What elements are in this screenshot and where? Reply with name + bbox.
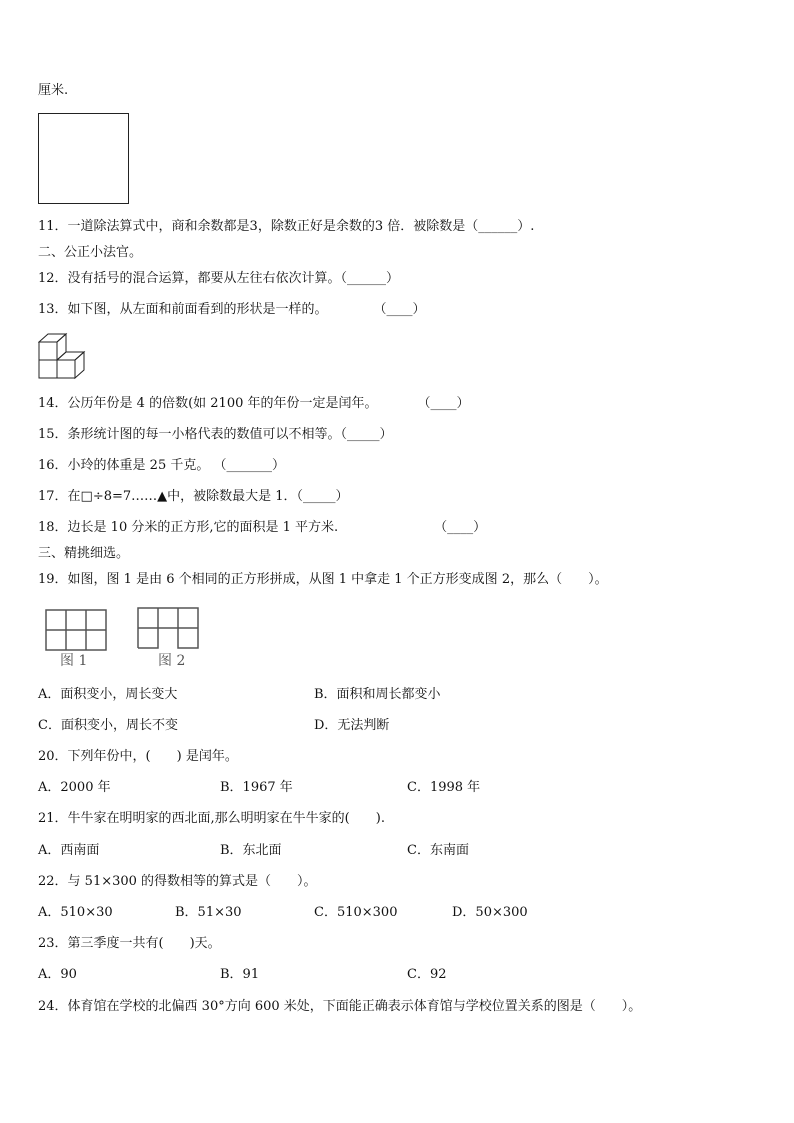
question-18 [38,520,486,536]
q20-option-c: C．1998 年 [407,780,481,795]
question-14 [38,396,470,412]
question-16: 16．小玲的体重是 25 千克。 （_______） [38,458,285,473]
question-23: 23．第三季度一共有( )天。 [38,936,221,951]
q22-option-c: C．510×300 [314,905,398,920]
q21-option-c: C．东南面 [407,843,469,858]
continued-text: 厘米. [38,83,69,98]
q23-option-b: B．91 [220,967,260,982]
question-12: 12．没有括号的混合运算，都要从左往右依次计算。（______） [38,271,400,286]
question-15: 15．条形统计图的每一小格代表的数值可以不相等。（_____） [38,427,393,442]
q20-option-a: A．2000 年 [38,780,111,795]
q19-option-d: D．无法判断 [314,718,390,733]
q23-option-c: C．92 [407,967,447,982]
figure-1-label: 图 1 [60,653,88,669]
question-20: 20．下列年份中，( ) 是闰年。 [38,749,238,764]
figure-1-grid [45,609,109,653]
question-13-blank: （____） [373,302,426,317]
question-19: 19．如图，图 1 是由 6 个相同的正方形拼成，从图 1 中拿走 1 个正方形变成图 2，那么（ ）。 [38,572,608,587]
question-14-blank: （____） [417,396,470,411]
question-18-text: 18．边长是 10 分米的正方形,它的面积是 1 平方米. [38,520,339,535]
question-14-text: 14．公历年份是 4 的倍数(如 2100 年的年份一定是闰年。 [38,396,378,411]
q22-option-b: B．51×30 [175,905,242,920]
question-22: 22．与 51×300 的得数相等的算式是（ ）。 [38,874,317,889]
square-figure [38,113,130,205]
q20-option-b: B．1967 年 [220,780,293,795]
q21-option-b: B．东北面 [220,843,282,858]
question-21: 21．牛牛家在明明家的西北面,那么明明家在牛牛家的( ). [38,811,385,826]
q19-option-b: B．面积和周长都变小 [314,687,441,702]
question-17: 17．在□÷8=7……▲中，被除数最大是 1．（_____） [38,489,349,504]
question-18-blank: （____） [434,520,487,535]
q22-option-a: A．510×30 [38,905,113,920]
figure-2-grid [137,607,201,651]
question-13-text: 13．如下图，从左面和前面看到的形状是一样的。 [38,302,328,317]
q19-option-c: C．面积变小，周长不变 [38,718,178,733]
figure-2-label: 图 2 [158,653,186,669]
q23-option-a: A．90 [38,967,77,982]
section-2-heading: 二、公正小法官。 [38,245,143,260]
q22-option-d: D．50×300 [452,905,528,920]
question-13 [38,302,426,318]
section-3-heading: 三、精挑细选。 [38,546,130,561]
q19-option-a: A．面积变小，周长变大 [38,687,178,702]
question-24: 24．体育馆在学校的北偏西 30°方向 600 米处，下面能正确表示体育馆与学校位置关系的图是（ ）。 [38,999,642,1014]
cube-stack-figure [38,332,88,382]
question-11: 11．一道除法算式中，商和余数都是3，除数正好是余数的3 倍．被除数是（______）. [38,219,535,234]
q21-option-a: A．西南面 [38,843,100,858]
